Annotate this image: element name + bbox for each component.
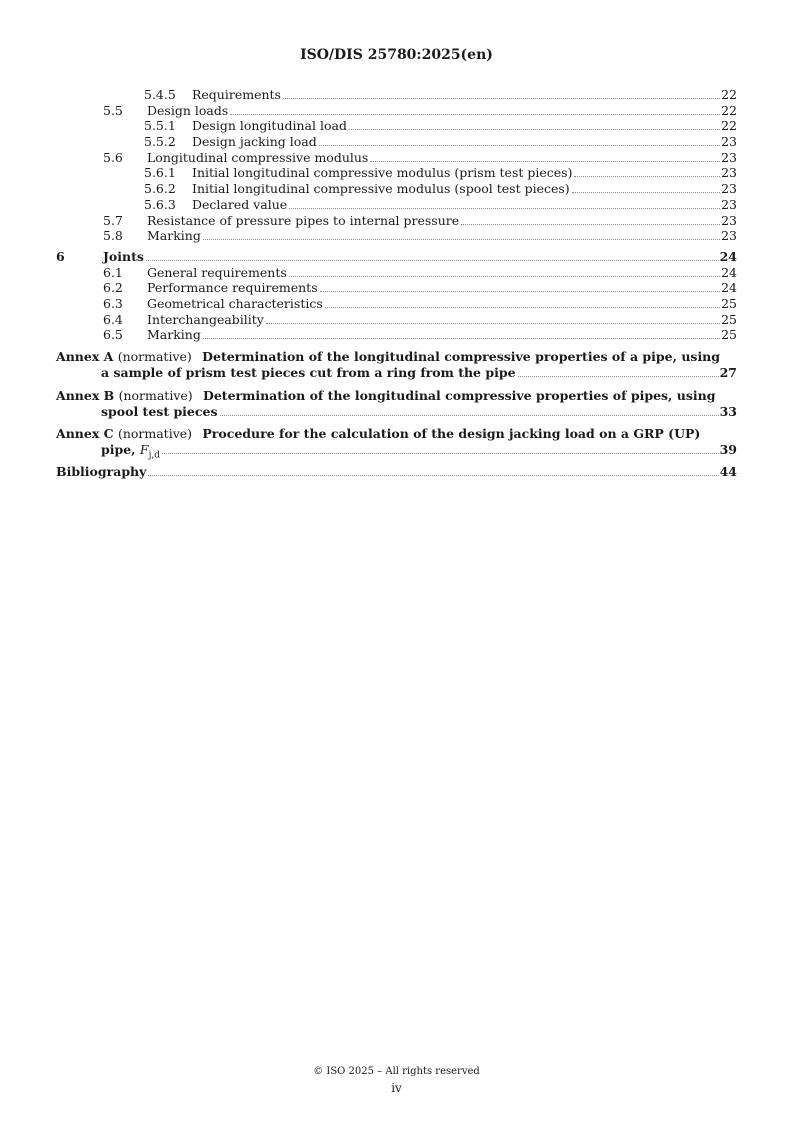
toc-leader bbox=[574, 176, 720, 177]
toc-entry-number: 5.6.1 bbox=[144, 165, 176, 181]
toc-entry-title: General requirements bbox=[147, 264, 287, 280]
toc-entry-page: 39 bbox=[719, 442, 737, 458]
toc-entry-number: 5.5.1 bbox=[144, 118, 176, 134]
toc-entry-title: Initial longitudinal compressive modulus (spool test pieces) bbox=[192, 181, 570, 197]
annex-title-line1: Determination of the longitudinal compressive properties of a pipe, using bbox=[202, 349, 721, 364]
toc-leader bbox=[461, 224, 720, 225]
document-header: ISO/DIS 25780:2025(en) bbox=[300, 47, 493, 63]
annex-type: (normative) bbox=[117, 426, 193, 442]
toc-entry-title: Marking bbox=[147, 228, 201, 244]
toc-leader bbox=[148, 475, 718, 476]
toc-entry-number: 5.7 bbox=[103, 212, 123, 228]
toc-entry-title: Bibliography bbox=[56, 464, 147, 480]
toc-leader bbox=[203, 338, 720, 339]
toc-entry-page: 23 bbox=[721, 149, 737, 165]
toc-entry-title: Marking bbox=[147, 327, 201, 343]
toc-entry-page: 22 bbox=[721, 102, 737, 118]
toc-leader bbox=[349, 129, 720, 130]
toc-entry-number: 5.6 bbox=[103, 149, 123, 165]
toc-leader bbox=[319, 145, 720, 146]
copyright-notice: © ISO 2025 – All rights reserved bbox=[313, 1066, 480, 1077]
toc-annex-b[interactable] bbox=[56, 388, 737, 420]
toc-entry-number: 5.5 bbox=[103, 102, 123, 118]
toc-entry-page: 23 bbox=[721, 228, 737, 244]
annex-label: Annex B bbox=[56, 387, 115, 403]
toc-entry-page: 23 bbox=[721, 181, 737, 197]
toc-entry-page: 27 bbox=[719, 365, 737, 380]
toc-entry-chapter[interactable] bbox=[56, 249, 737, 265]
toc-leader bbox=[325, 307, 720, 308]
toc-entry[interactable] bbox=[56, 150, 737, 166]
toc-entry-title: Declared value bbox=[192, 196, 288, 212]
toc-annex-a[interactable] bbox=[56, 349, 737, 381]
toc-entry-page: 25 bbox=[721, 295, 737, 311]
toc-entry[interactable] bbox=[56, 118, 737, 134]
toc-entry-page: 23 bbox=[721, 212, 737, 228]
toc-entry-page: 23 bbox=[721, 165, 737, 181]
toc-leader bbox=[370, 161, 720, 162]
toc-entry[interactable] bbox=[56, 213, 737, 229]
toc-leader bbox=[230, 114, 720, 115]
toc-entry[interactable] bbox=[56, 165, 737, 181]
page-number: iv bbox=[391, 1081, 402, 1095]
toc-entry-page: 22 bbox=[721, 118, 737, 134]
toc-entry-title: Resistance of pressure pipes to internal pressure bbox=[147, 212, 460, 228]
toc-entry-number: 6 bbox=[56, 248, 65, 264]
toc-entry[interactable] bbox=[56, 312, 737, 328]
toc-entry-title: Design loads bbox=[147, 102, 229, 118]
toc-leader bbox=[220, 415, 719, 416]
toc-entry-page: 24 bbox=[721, 280, 737, 296]
toc-entry-number: 6.2 bbox=[103, 280, 123, 296]
annex-title-line2: spool test pieces bbox=[101, 403, 218, 419]
toc-entry-number: 6.1 bbox=[103, 264, 123, 280]
annex-label: Annex A bbox=[56, 349, 114, 364]
toc-entry-page: 44 bbox=[719, 464, 737, 480]
toc-entry[interactable] bbox=[56, 197, 737, 213]
toc-entry-page: 23 bbox=[721, 134, 737, 150]
toc-entry-page: 22 bbox=[721, 87, 737, 102]
toc-leader bbox=[146, 260, 719, 261]
annex-title-line1: Procedure for the calculation of the design jacking load on a GRP (UP) bbox=[202, 426, 701, 442]
annex-type: (normative) bbox=[117, 349, 192, 364]
page-footer bbox=[0, 1066, 793, 1095]
toc-leader bbox=[572, 192, 720, 193]
toc-entry-title: Requirements bbox=[192, 87, 281, 102]
toc-entry[interactable] bbox=[56, 181, 737, 197]
annex-title-line1: Determination of the longitudinal compressive properties of pipes, using bbox=[203, 387, 716, 403]
toc-annex-c[interactable] bbox=[56, 426, 737, 461]
toc-leader bbox=[289, 276, 720, 277]
toc-entry-number: 5.8 bbox=[103, 228, 123, 244]
toc-entry[interactable] bbox=[56, 228, 737, 244]
toc-leader bbox=[518, 376, 719, 377]
toc-entry[interactable] bbox=[56, 134, 737, 150]
toc-entry-title: Design longitudinal load bbox=[192, 118, 347, 134]
toc-entry-number: 5.5.2 bbox=[144, 134, 176, 150]
toc-leader bbox=[162, 453, 719, 454]
annex-title-line2: pipe, $F_{j,d}$ bbox=[101, 442, 161, 461]
annex-title-line2: a sample of prism test pieces cut from a ring from the pipe bbox=[101, 365, 516, 380]
annex-type: (normative) bbox=[118, 387, 193, 403]
toc-entry-page: 23 bbox=[721, 196, 737, 212]
toc-entry-title: Interchangeability bbox=[147, 311, 264, 327]
toc-entry-page: 33 bbox=[719, 403, 737, 419]
annex-label: Annex C bbox=[56, 426, 114, 442]
table-of-contents bbox=[56, 87, 737, 480]
toc-entry[interactable] bbox=[56, 103, 737, 119]
toc-entry[interactable] bbox=[56, 296, 737, 312]
toc-entry-page: 25 bbox=[721, 327, 737, 343]
toc-entry-title: Geometrical characteristics bbox=[147, 295, 323, 311]
toc-entry[interactable] bbox=[56, 265, 737, 281]
jacking-load-subscript: j,d bbox=[148, 450, 161, 461]
toc-entry[interactable] bbox=[56, 280, 737, 296]
toc-entry-page: 25 bbox=[721, 311, 737, 327]
toc-entry[interactable] bbox=[56, 87, 737, 103]
toc-bibliography[interactable] bbox=[56, 464, 737, 480]
toc-leader bbox=[266, 323, 720, 324]
toc-entry-number: 5.6.2 bbox=[144, 181, 176, 197]
toc-entry-number: 6.4 bbox=[103, 311, 123, 327]
toc-entry-title: Performance requirements bbox=[147, 280, 318, 296]
toc-entry-title: Longitudinal compressive modulus bbox=[147, 149, 369, 165]
toc-entry[interactable] bbox=[56, 327, 737, 343]
toc-entry-number: 6.3 bbox=[103, 295, 123, 311]
jacking-load-symbol: F bbox=[139, 442, 149, 458]
toc-entry-title: Joints bbox=[103, 248, 144, 264]
toc-leader bbox=[283, 98, 720, 99]
toc-leader bbox=[203, 239, 720, 240]
toc-leader bbox=[289, 208, 720, 209]
toc-leader bbox=[320, 291, 720, 292]
toc-entry-page: 24 bbox=[721, 264, 737, 280]
toc-entry-number: 6.5 bbox=[103, 327, 123, 343]
toc-entry-title: Initial longitudinal compressive modulus (prism test pieces) bbox=[192, 165, 573, 181]
toc-entry-number: 5.6.3 bbox=[144, 196, 176, 212]
toc-entry-title: Design jacking load bbox=[192, 134, 317, 150]
toc-entry-page: 24 bbox=[719, 248, 737, 264]
toc-entry-number: 5.4.5 bbox=[144, 87, 176, 102]
